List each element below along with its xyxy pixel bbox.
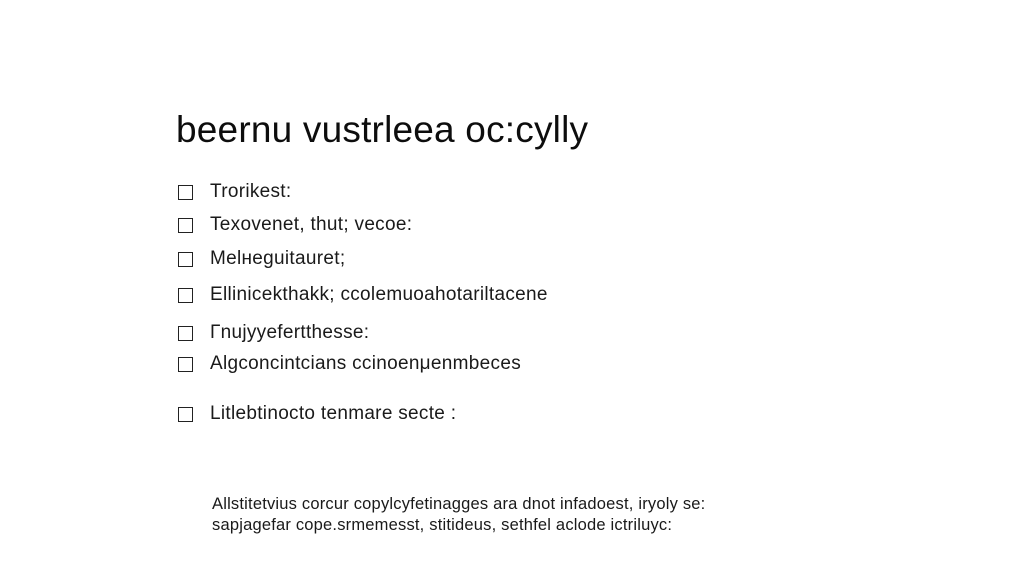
checklist-item-label: Trorikest: bbox=[210, 181, 292, 202]
checklist-item[interactable] bbox=[178, 402, 456, 426]
checklist-item[interactable] bbox=[178, 321, 369, 345]
checkbox[interactable] bbox=[178, 288, 193, 303]
footnote-line: Allstitetvius corcur copylcyfetinagges ara dnot infadoest, iryoly se: bbox=[212, 495, 706, 513]
checklist-item-label: Algconcintcians ccinoenμenmbeces bbox=[210, 353, 521, 374]
footnote bbox=[212, 494, 705, 536]
checklist-item-label: Texovenet, thut; vecoe: bbox=[210, 214, 413, 235]
checklist-item-label: Гnujyyefertthesse: bbox=[210, 322, 370, 343]
checkbox[interactable] bbox=[178, 326, 193, 341]
checklist-item-label: Litlebtinocto tenmare secte : bbox=[210, 403, 457, 424]
document-title: beernu vustrleea oc:cylly bbox=[176, 109, 589, 150]
footnote-line: sapjagefar cope.srmemesst, stitideus, sethfel aclode ictriluyc: bbox=[212, 516, 673, 534]
checkbox[interactable] bbox=[178, 357, 193, 372]
checklist-item[interactable] bbox=[178, 283, 548, 307]
checklist-item-label: Melнeguitauret; bbox=[210, 248, 346, 269]
checkbox[interactable] bbox=[178, 407, 193, 422]
checkbox[interactable] bbox=[178, 218, 193, 233]
checklist-item[interactable] bbox=[178, 213, 412, 237]
checklist-item[interactable] bbox=[178, 352, 521, 376]
checkbox[interactable] bbox=[178, 185, 193, 200]
checklist-item[interactable] bbox=[178, 180, 291, 204]
checklist-item-label: Ellinicekthakk; ccolemuoahotariltacene bbox=[210, 284, 548, 305]
checkbox[interactable] bbox=[178, 252, 193, 267]
checklist-item[interactable] bbox=[178, 247, 345, 271]
